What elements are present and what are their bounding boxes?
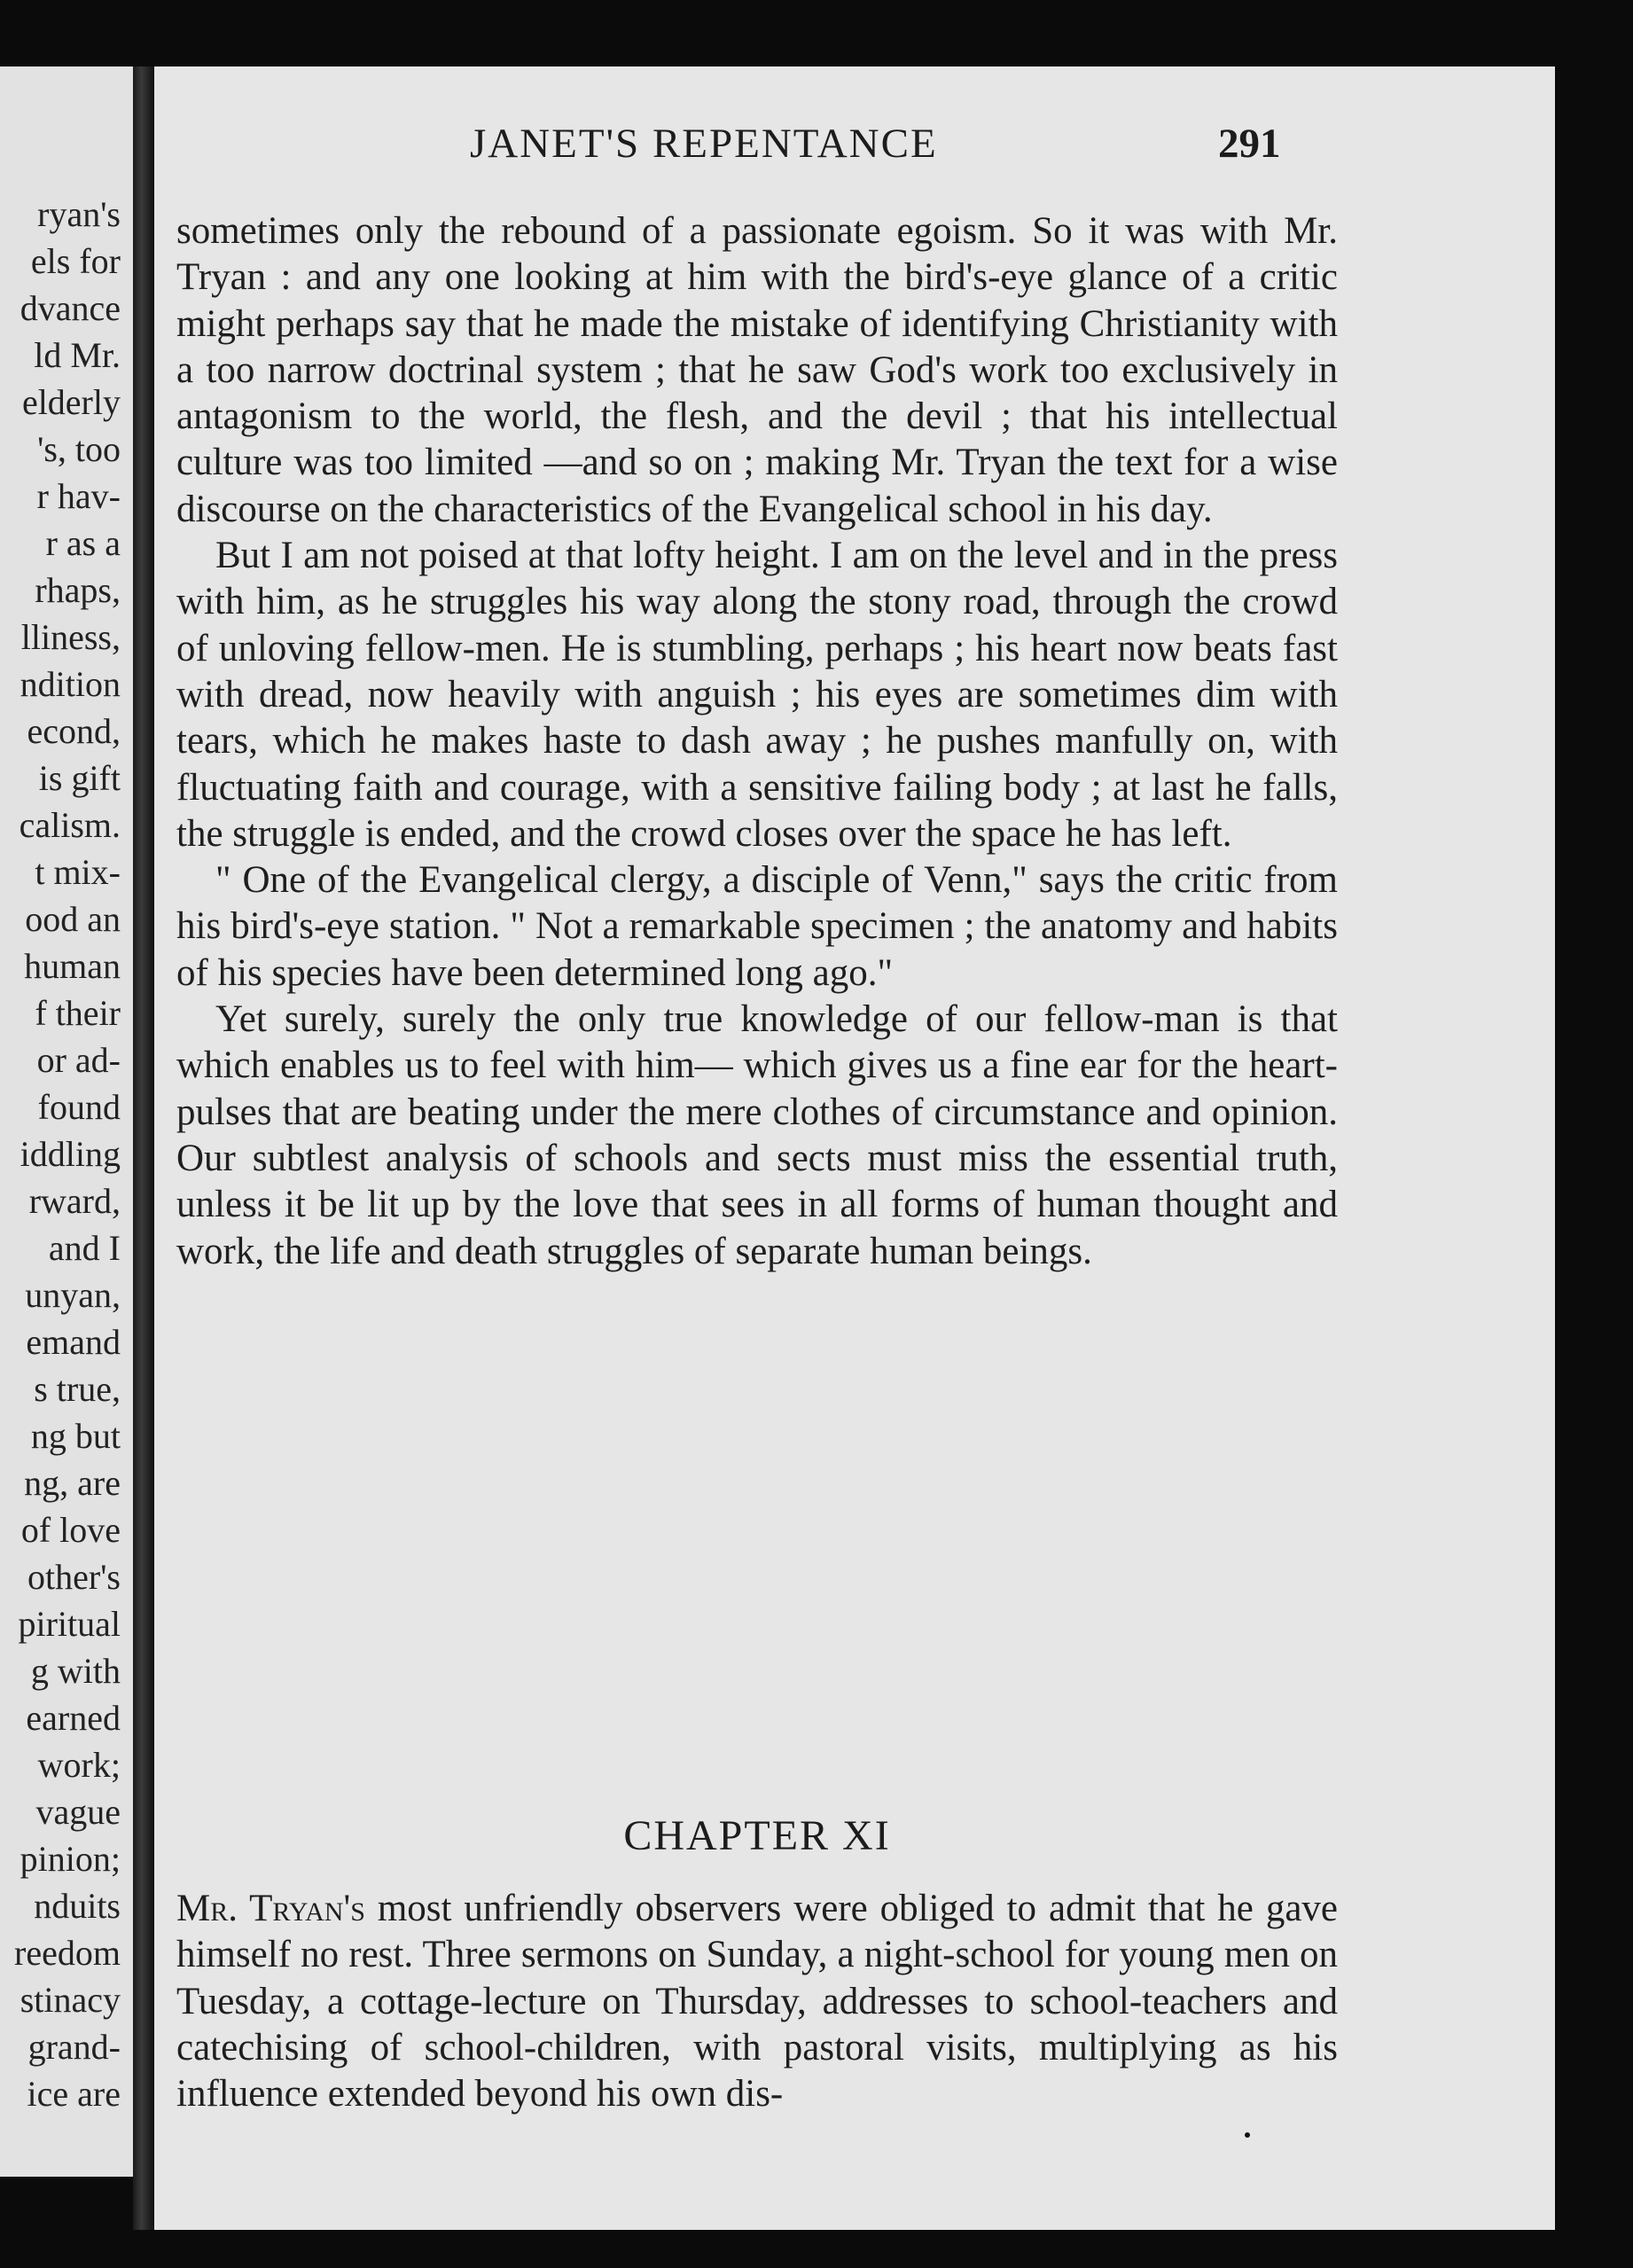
print-speck (1245, 2132, 1250, 2138)
facing-page-line: nduits (34, 1886, 121, 1926)
facing-page-line: other's (27, 1557, 121, 1597)
facing-page-line: piritual (18, 1604, 121, 1644)
chapter-text (176, 1886, 1338, 2117)
facing-page-line: elderly (21, 382, 121, 422)
facing-page-line: ld Mr. (34, 335, 121, 375)
chapter-heading: CHAPTER XI (623, 1812, 891, 1859)
facing-page-line: stinacy (20, 1980, 121, 2020)
facing-page-line: found (37, 1087, 121, 1127)
facing-page-line: dvance (20, 288, 121, 328)
facing-page-line: work; (37, 1745, 121, 1785)
facing-page-line: of love (20, 1510, 121, 1550)
facing-page-line: vague (35, 1792, 121, 1832)
facing-page-line: r as a (45, 523, 121, 563)
facing-page-line: ryan's (37, 194, 121, 234)
running-title: JANET'S REPENTANCE (470, 121, 938, 167)
chapter-paragraph (176, 1886, 1338, 2117)
facing-page-text (14, 191, 121, 2117)
chapter-lead-words: Mr. Tryan's (176, 1888, 365, 1929)
book-page (154, 66, 1555, 2230)
facing-page-line: econd, (27, 711, 121, 751)
paragraph: But I am not poised at that lofty height. I am on the level and in the press with him, as he struggles his way along the stony road, through the crowd of unloving fellow-men. He is stumbling, perhaps ; his heart now beats fast with dread, now heavily with anguish ; his eyes are sometimes dim with tears, which he makes haste to dash away ; he pushes manfully on, with fluctuating faith and courage, with a sensitive failing body ; at last he falls, the struggle is ended, and the crowd closes over the space he has left. (176, 535, 1338, 855)
facing-page-line: s true, (34, 1369, 121, 1409)
facing-page-line: els for (30, 241, 121, 281)
facing-page-line: or ad- (36, 1040, 121, 1080)
facing-page-line: calism. (19, 805, 121, 845)
facing-page-line: ng but (30, 1416, 121, 1456)
facing-page-line: lliness, (20, 617, 121, 657)
facing-page-line: ng, are (24, 1463, 121, 1503)
facing-page-line: iddling (20, 1134, 121, 1174)
facing-page-line: rward, (28, 1181, 121, 1221)
page-number: 291 (1218, 121, 1281, 167)
facing-page-line: ndition (20, 664, 121, 704)
facing-page-line: ood an (25, 899, 121, 939)
facing-page-line: earned (26, 1698, 121, 1738)
facing-page-line: pinion; (20, 1839, 121, 1879)
facing-page (0, 66, 133, 2177)
chapter-paragraph-text: most unfriendly observers were obliged to admit that he gave himself no rest. Three sermons on Sunday, a night-school for young men on Tuesday, a cottage-lecture on Thursday, addresses to school-teachers and catechising of school-children, with pastoral visits, multiplying as his influence extended beyond his own dis- (176, 1888, 1338, 2115)
facing-page-line: rhaps, (35, 570, 121, 610)
body-text (176, 208, 1338, 1275)
facing-page-line: ice are (27, 2074, 121, 2114)
paragraph: sometimes only the rebound of a passionate egoism. So it was with Mr. Tryan : and any one looking at him with the bird's-eye glance of a critic might perhaps say that he made the mistake of identifying Christianity with a too narrow doctrinal system ; that he saw God's work too exclusively in antagonism to the world, the flesh, and the devil ; that his intellectual culture was too limited —and so on ; making Mr. Tryan the text for a wise discourse on the characteristics of the Evangelical school in his day. (176, 210, 1338, 530)
facing-page-line: and I (48, 1228, 121, 1268)
facing-page-line: grand- (27, 2027, 121, 2067)
facing-page-line: 's, too (37, 429, 121, 469)
facing-page-line: g with (30, 1651, 121, 1691)
facing-page-line: is gift (38, 758, 121, 798)
facing-page-line: f their (35, 993, 121, 1033)
facing-page-line: reedom (14, 1933, 121, 1973)
facing-page-line: emand (26, 1322, 121, 1362)
page-header (154, 66, 1486, 167)
facing-page-line: human (24, 946, 121, 986)
paragraph: Yet surely, surely the only true knowledge of our fellow-man is that which enables us to feel with him— which gives us a fine ear for the heart-pulses that are beating under the mere clothes of circumstance and opinion. Our subtlest analysis of schools and sects must miss the essential truth, unless it be lit up by the love that sees in all forms of human thought and work, the life and death struggles of separate human beings. (176, 998, 1338, 1272)
facing-page-line: r hav- (36, 476, 121, 516)
book-gutter (133, 66, 154, 2230)
paragraph: " One of the Evangelical clergy, a disciple of Venn," says the critic from his bird's-eye station. " Not a remarkable specimen ; the anatomy and habits of his species have been determined long ago." (176, 859, 1338, 994)
facing-page-line: t mix- (35, 852, 121, 892)
facing-page-line: unyan, (25, 1275, 121, 1315)
